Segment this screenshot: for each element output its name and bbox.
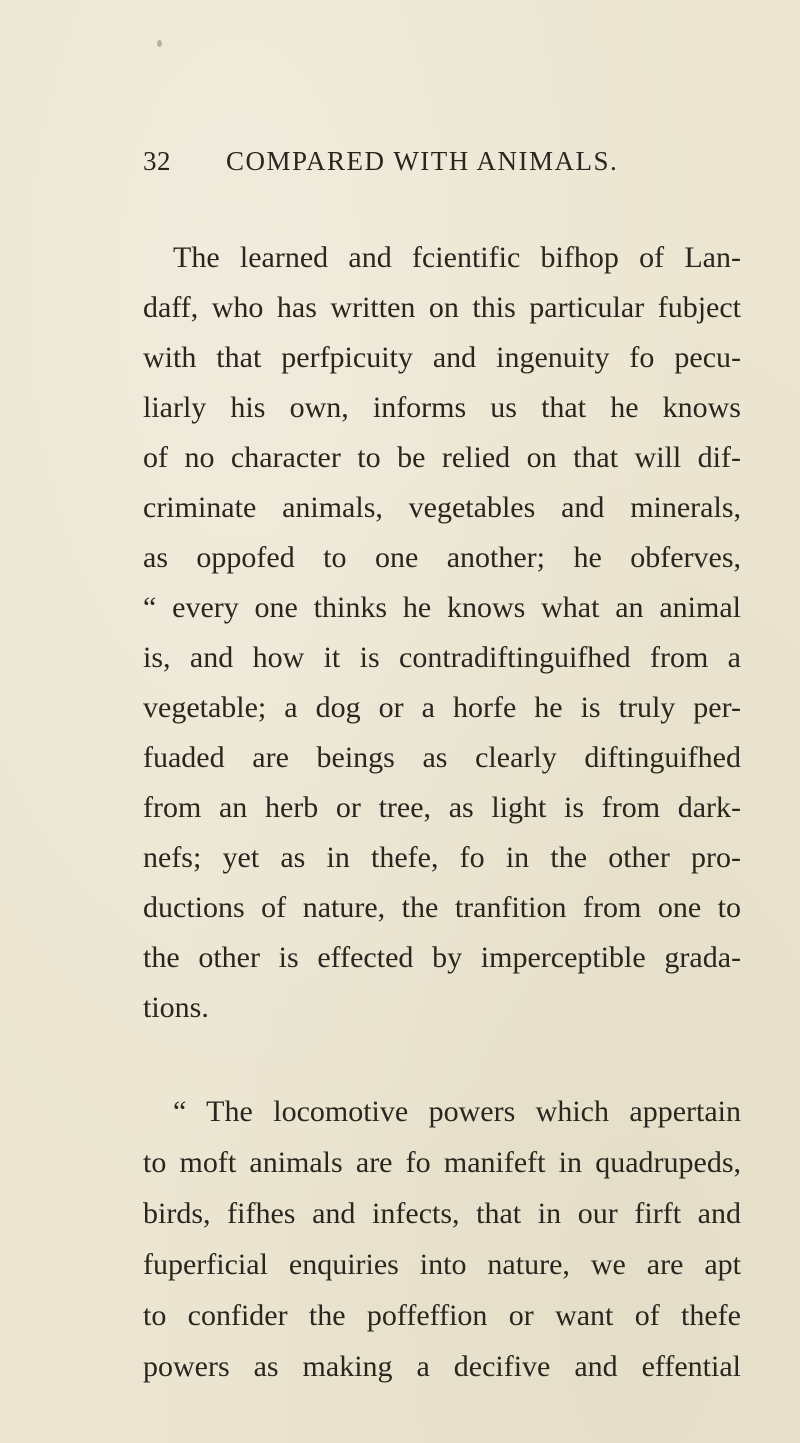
text-line: as oppofed to one another; he obferves, <box>143 541 741 574</box>
text-line: is, and how it is contradiftinguifhed from a <box>143 641 741 674</box>
text-line: liarly his own, informs us that he knows <box>143 391 741 424</box>
running-title: COMPARED WITH ANIMALS. <box>226 146 619 176</box>
text-line: “ every one thinks he knows what an animal <box>143 591 741 624</box>
page-number: 32 <box>143 146 171 176</box>
text-line: the other is effected by imperceptible grada- <box>143 941 741 974</box>
page-header <box>0 146 800 186</box>
text-line: fuaded are beings as clearly diftinguifhed <box>143 741 741 774</box>
text-line: birds, fifhes and infects, that in our firft and <box>143 1197 741 1230</box>
text-line: fuperficial enquiries into nature, we are apt <box>143 1248 741 1281</box>
text-line: to moft animals are fo manifeft in quadrupeds, <box>143 1146 741 1179</box>
text-line: powers as making a decifive and effential <box>143 1350 741 1383</box>
text-line: from an herb or tree, as light is from dark- <box>143 791 741 824</box>
text-line: ductions of nature, the tranfition from one to <box>143 891 741 924</box>
text-line: daff, who has written on this particular fubject <box>143 291 741 324</box>
text-line: with that perfpicuity and ingenuity fo pecu- <box>143 341 741 374</box>
text-line: criminate animals, vegetables and minerals, <box>143 491 741 524</box>
text-line: “ The locomotive powers which appertain <box>173 1095 741 1128</box>
text-line: to confider the poffeffion or want of thefe <box>143 1299 741 1332</box>
paper-speck <box>157 40 162 47</box>
text-line: vegetable; a dog or a horfe he is truly per- <box>143 691 741 724</box>
text-line: The learned and fcientific bifhop of Lan- <box>173 241 741 274</box>
text-line: nefs; yet as in thefe, fo in the other pro- <box>143 841 741 874</box>
text-line: tions. <box>143 991 209 1024</box>
text-line: of no character to be relied on that will dif- <box>143 441 741 474</box>
